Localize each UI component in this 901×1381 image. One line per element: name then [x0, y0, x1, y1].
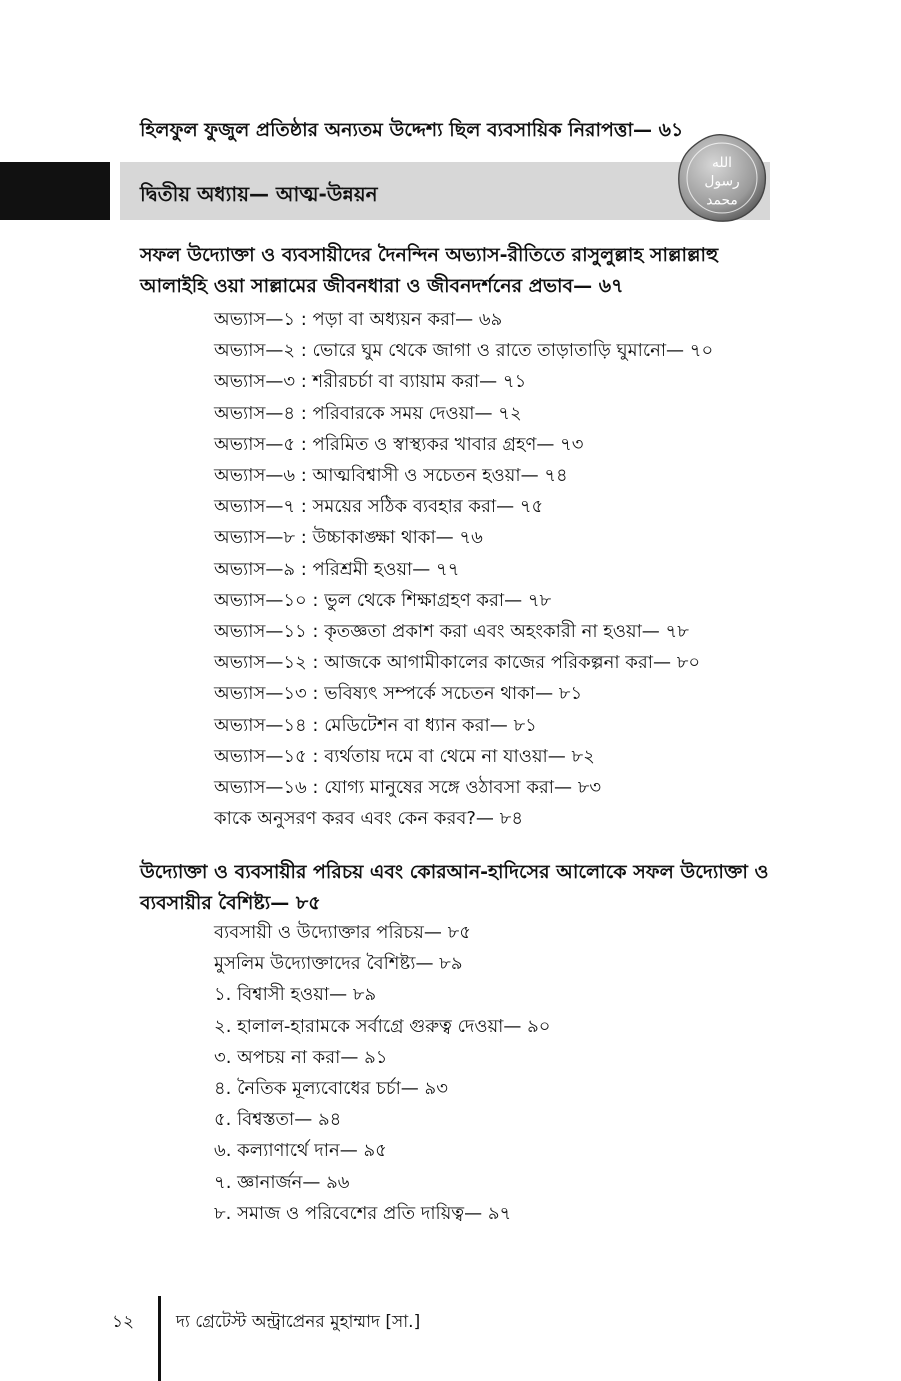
- toc-entry: ৪. নৈতিক মূল্যবোধের চর্চা— ৯৩: [214, 1078, 448, 1099]
- toc-entry: অভ্যাস—১৬ : যোগ্য মানুষের সঙ্গে ওঠাবসা করা— ৮৩: [214, 777, 602, 798]
- toc-entry: ১. বিশ্বাসী হওয়া— ৮৯: [214, 984, 377, 1006]
- chapter-title: দ্বিতীয় অধ্যায়— আত্ম-উন্নয়ন: [140, 182, 378, 206]
- toc-entry: অভ্যাস—৭ : সময়ের সঠিক ব্যবহার করা— ৭৫: [214, 496, 544, 518]
- toc-entry: অভ্যাস—৬ : আত্মবিশ্বাসী ও সচেতন হওয়া— ৭৪: [214, 465, 568, 486]
- toc-entry: ৩. অপচয় না করা— ৯১: [214, 1046, 388, 1068]
- toc-entry: কাকে অনুসরণ করব এবং কেন করব?— ৮৪: [214, 808, 524, 830]
- toc-entry: ৬. কল্যাণার্থে দান— ৯৫: [214, 1140, 387, 1162]
- seal-glyph-middle: رسول: [704, 173, 740, 190]
- toc-entry: অভ্যাস—৫ : পরিমিত ও স্বাস্থ্যকর খাবার গ্রহণ— ৭৩: [214, 433, 584, 455]
- footer-divider: [158, 1296, 161, 1381]
- toc-entry: অভ্যাস—১৪ : মেডিটেশন বা ধ্যান করা— ৮১: [214, 714, 537, 736]
- toc-entry: অভ্যাস—৩ : শরীরচর্চা বা ব্যায়াম করা— ৭১: [214, 371, 527, 393]
- toc-entry: ৮. সমাজ ও পরিবেশের প্রতি দায়িত্ব— ৯৭: [214, 1202, 512, 1224]
- toc-entry: অভ্যাস—১২ : আজকে আগামীকালের কাজের পরিকল্পনা করা— ৮০: [214, 652, 701, 674]
- toc-entry: অভ্যাস—১০ : ভুল থেকে শিক্ষাগ্রহণ করা— ৭৮: [214, 589, 552, 611]
- toc-entry: অভ্যাস—১ : পড়া বা অধ্যয়ন করা— ৬৯: [214, 309, 503, 330]
- seal-emblem: [676, 132, 768, 224]
- toc-entry: ৫. বিশ্বস্ততা— ৯৪: [214, 1109, 342, 1131]
- toc-entry: ৭. জ্ঞানার্জন— ৯৬: [214, 1171, 350, 1193]
- toc-entry: অভ্যাস—৯ : পরিশ্রমী হওয়া— ৭৭: [214, 558, 460, 580]
- toc-entry-hilful-fuzul: হিলফুল ফুজুল প্রতিষ্ঠার অন্যতম উদ্দেশ্য ছিল ব্যবসায়িক নিরাপত্তা— ৬১: [140, 119, 684, 141]
- chapter-tab-marker: [0, 162, 110, 220]
- toc-entry: অভ্যাস—৪ : পরিবারকে সময় দেওয়া— ৭২: [214, 402, 522, 424]
- toc-entry: অভ্যাস—২ : ভোরে ঘুম থেকে জাগা ও রাতে তাড়াতাড়ি ঘুমানো— ৭০: [214, 340, 714, 362]
- seal-glyph-bottom: محمد: [706, 192, 738, 209]
- toc-entry: ২. হালাল-হারামকে সর্বাগ্রে গুরুত্ব দেওয়া— ৯০: [214, 1015, 551, 1037]
- section-heading-entrepreneur: উদ্যোক্তা ও ব্যবসায়ীর পরিচয় এবং কোরআন-হাদিসের আলোকে সফল উদ্যোক্তা ও ব্যবসায়ীর বৈশিষ্ট্য— ৮৫: [140, 861, 769, 914]
- running-book-title: দ্য গ্রেটেস্ট অন্ট্রাপ্রেনর মুহাম্মাদ [সা.]: [176, 1312, 421, 1332]
- toc-entry: অভ্যাস—১৫ : ব্যর্থতায় দমে বা থেমে না যাওয়া— ৮২: [214, 745, 595, 767]
- toc-entry: ব্যবসায়ী ও উদ্যোক্তার পরিচয়— ৮৫: [214, 922, 471, 943]
- toc-entry: মুসলিম উদ্যোক্তাদের বৈশিষ্ট্য— ৮৯: [214, 953, 463, 975]
- toc-entry: অভ্যাস—১১ : কৃতজ্ঞতা প্রকাশ করা এবং অহংকারী না হওয়া— ৭৮: [214, 621, 689, 642]
- section-heading-habits: সফল উদ্যোক্তা ও ব্যবসায়ীদের দৈনন্দিন অভ্যাস-রীতিতে রাসুলুল্লাহ সাল্লাল্লাহু আলাইহি ওয়া সাল্লামের জীবনধারা ও জীবনদর্শনের প্রভাব— ৬৭: [140, 244, 719, 297]
- toc-entry: অভ্যাস—১৩ : ভবিষ্যৎ সম্পর্কে সচেতন থাকা— ৮১: [214, 683, 583, 705]
- page-number: ১২: [112, 1312, 135, 1332]
- seal-glyph-top: الله: [711, 154, 733, 171]
- toc-entry: অভ্যাস—৮ : উচ্চাকাঙ্ক্ষা থাকা— ৭৬: [214, 527, 483, 549]
